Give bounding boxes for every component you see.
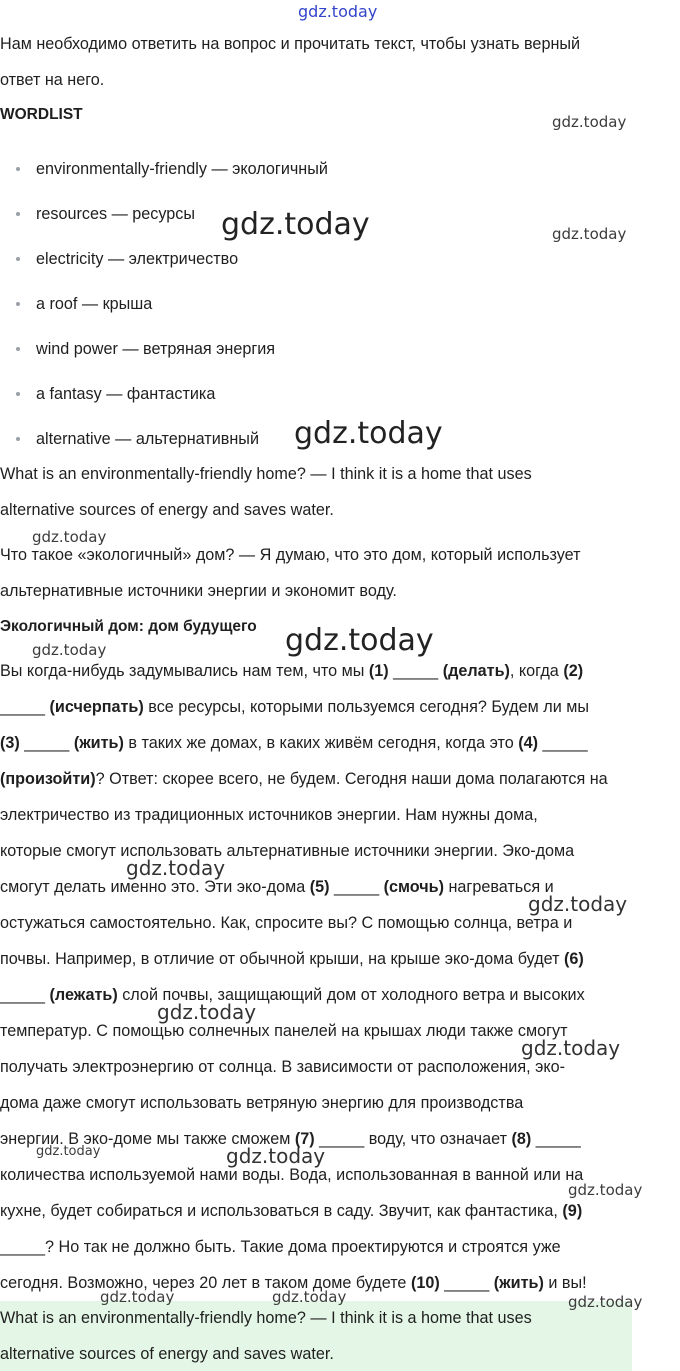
wordlist-item-text: wind power — ветряная энергия xyxy=(36,340,276,358)
watermark: gdz.today xyxy=(36,1144,101,1159)
text-run: смогут делать именно это. Эти эко-дома xyxy=(0,878,310,896)
text-run-bold: (исчерпать) xyxy=(49,698,144,716)
text-run: кухне, будет собираться и использоваться в саду. Звучит, как фантастика, xyxy=(0,1202,563,1220)
text-run: почвы. Например, в отличие от обычной крыши, на крыше эко-дома будет xyxy=(0,950,565,968)
text-line xyxy=(0,697,589,717)
text-run: _____ xyxy=(531,1130,581,1148)
intro-line: Нам необходимо ответить на вопрос и прочитать текст, чтобы узнать верный xyxy=(0,35,581,53)
text-run-bold: (жить) xyxy=(73,734,124,752)
text-run: и вы! xyxy=(543,1274,587,1292)
answer-en-line: alternative sources of energy and saves water. xyxy=(0,501,334,519)
text-run: _____ xyxy=(0,986,50,1004)
text-run: дома даже смогут использовать ветряную энергию для производства xyxy=(0,1094,524,1112)
text-run: количества используемой нами воды. Вода, использованная в ванной или на xyxy=(0,1166,584,1184)
watermark-medium: gdz.today xyxy=(126,856,226,880)
text-line xyxy=(0,1093,523,1113)
text-run: _____ xyxy=(19,734,74,752)
text-line xyxy=(0,1165,583,1185)
watermark: gdz.today xyxy=(32,641,107,659)
watermark-medium: gdz.today xyxy=(528,892,628,916)
text-run-bold: (делать) xyxy=(442,662,510,680)
text-line xyxy=(0,733,588,753)
watermark: gdz.today xyxy=(272,1288,347,1306)
text-run-bold: (3) xyxy=(0,734,20,752)
text-run: Вы когда-нибудь задумывались нам тем, что мы xyxy=(0,662,369,680)
text-run: _____? Но так не должно быть. Такие дома проектируются и строятся уже xyxy=(0,1238,561,1256)
text-line xyxy=(0,1021,568,1041)
bullet-icon xyxy=(16,167,20,171)
watermark: gdz.today xyxy=(32,528,107,546)
text-line xyxy=(0,1237,561,1257)
watermark: gdz.today xyxy=(100,1288,175,1306)
highlight-line: What is an environmentally-friendly home? — I think it is a home that uses xyxy=(0,1309,532,1327)
watermark-top: gdz.today xyxy=(298,2,378,21)
text-run: нагреваться и xyxy=(443,878,554,896)
text-run: слой почвы, защищающий дом от холодного ветра и высоких xyxy=(117,986,585,1004)
wordlist-item-text: environmentally-friendly — экологичный xyxy=(36,160,328,178)
bullet-icon xyxy=(16,212,20,216)
answer-ru-line: альтернативные источники энергии и экономит воду. xyxy=(0,582,397,600)
watermark-medium: gdz.today xyxy=(521,1036,621,1060)
text-run: получать электроэнергию от солнца. В зависимости от расположения, эко- xyxy=(0,1058,566,1076)
text-line xyxy=(0,805,538,825)
text-run-bold: (лежать) xyxy=(49,986,118,1004)
bullet-icon xyxy=(16,437,20,441)
bullet-icon xyxy=(16,392,20,396)
text-run-bold: (6) xyxy=(564,950,584,968)
text-run: _____ xyxy=(538,734,588,752)
text-line xyxy=(0,1201,582,1221)
watermark: gdz.today xyxy=(568,1293,643,1311)
text-run: , когда xyxy=(509,662,564,680)
text-line xyxy=(0,1057,565,1077)
wordlist-item-text: a fantasy — фантастика xyxy=(36,385,216,403)
text-run: сегодня. Возможно, через 20 лет в таком доме будете xyxy=(0,1274,411,1292)
text-run-bold: (9) xyxy=(562,1202,583,1220)
watermark: gdz.today xyxy=(552,225,627,243)
text-line xyxy=(0,877,554,897)
text-title: Экологичный дом: дом будущего xyxy=(0,618,257,635)
text-run: _____ воду, что означает xyxy=(314,1130,512,1148)
watermark-large: gdz.today xyxy=(221,207,370,242)
watermark: gdz.today xyxy=(552,113,627,131)
text-run-bold: (8) xyxy=(511,1130,532,1148)
text-run: ? Ответ: скорее всего, не будем. Сегодня наши дома полагаются на xyxy=(95,770,608,788)
bullet-icon xyxy=(16,347,20,351)
text-line xyxy=(0,841,574,861)
text-run-bold: (произойти) xyxy=(0,770,96,788)
wordlist-item-text: a roof — крыша xyxy=(36,295,153,313)
text-run: электричество из традиционных источников энергии. Нам нужны дома, xyxy=(0,806,538,824)
intro-line: ответ на него. xyxy=(0,71,105,89)
text-run-bold: (смочь) xyxy=(383,878,444,896)
text-line xyxy=(0,913,572,933)
text-run: в таких же домах, в каких живём сегодня, когда это xyxy=(123,734,519,752)
answer-ru-line: Что такое «экологичный» дом? — Я думаю, что это дом, который использует xyxy=(0,546,581,564)
text-line xyxy=(0,769,608,789)
text-line xyxy=(0,985,585,1005)
text-run: все ресурсы, которыми пользуемся сегодня? Будем ли мы xyxy=(143,698,589,716)
text-run-bold: (жить) xyxy=(493,1274,544,1292)
wordlist-item-text: alternative — альтернативный xyxy=(36,430,259,448)
watermark-medium: gdz.today xyxy=(157,1000,257,1024)
text-run: _____ xyxy=(0,698,50,716)
watermark-medium: gdz.today xyxy=(226,1144,326,1168)
text-run-bold: (10) xyxy=(410,1274,440,1292)
answer-en-line: What is an environmentally-friendly home? — I think it is a home that uses xyxy=(0,465,532,483)
text-run: _____ xyxy=(388,662,443,680)
text-line xyxy=(0,661,583,681)
text-run-bold: (7) xyxy=(294,1130,315,1148)
text-run-bold: (2) xyxy=(563,662,584,680)
highlight-line: alternative sources of energy and saves water. xyxy=(0,1345,334,1363)
text-run: _____ xyxy=(329,878,384,896)
text-run-bold: (4) xyxy=(518,734,539,752)
text-run: температур. С помощью солнечных панелей на крышах люди также смогут xyxy=(0,1022,568,1040)
wordlist-heading: WORDLIST xyxy=(0,106,83,123)
watermark: gdz.today xyxy=(568,1181,643,1199)
bullet-icon xyxy=(16,302,20,306)
wordlist-item-text: electricity — электричество xyxy=(36,250,239,268)
watermark-large: gdz.today xyxy=(285,623,434,658)
bullet-icon xyxy=(16,257,20,261)
text-line xyxy=(0,1129,581,1149)
text-run: _____ xyxy=(439,1274,494,1292)
watermark-large: gdz.today xyxy=(294,416,443,451)
text-line xyxy=(0,949,584,969)
text-run: остужаться самостоятельно. Как, спросите вы? С помощью солнца, ветра и xyxy=(0,914,573,932)
text-run-bold: (1) xyxy=(368,662,389,680)
text-run-bold: (5) xyxy=(309,878,330,896)
wordlist-item-text: resources — ресурсы xyxy=(36,205,195,223)
text-run: которые смогут использовать альтернативные источники энергии. Эко-дома xyxy=(0,842,575,860)
text-line xyxy=(0,1273,587,1293)
text-run: энергии. В эко-доме мы также сможем xyxy=(0,1130,295,1148)
